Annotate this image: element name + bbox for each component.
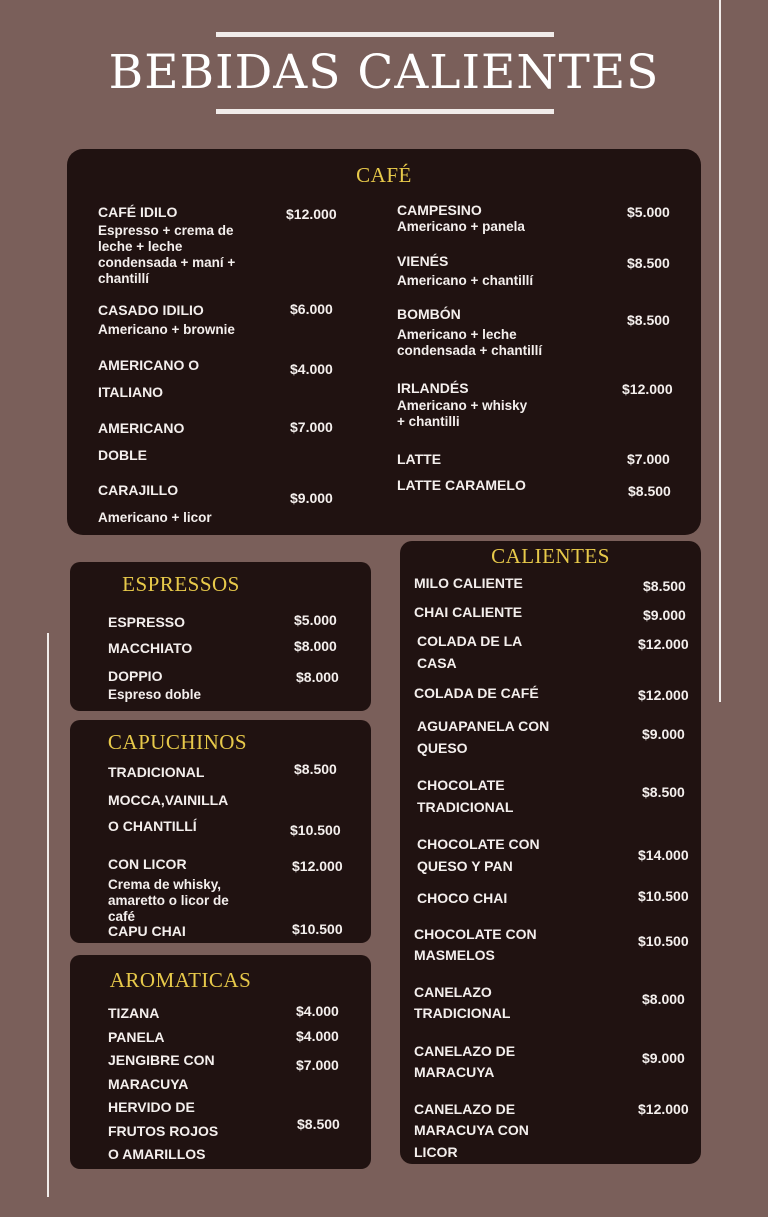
- menu-item-price: $8.500: [628, 483, 671, 499]
- menu-item-desc: chantillí: [98, 271, 150, 286]
- menu-item-name: JENGIBRE CON: [108, 1052, 215, 1068]
- menu-item-desc: Americano + chantillí: [397, 273, 534, 288]
- menu-item-name: DOPPIO: [108, 668, 163, 684]
- menu-item-price: $6.000: [290, 301, 333, 317]
- menu-item-price: $7.000: [296, 1057, 339, 1073]
- menu-item-desc: Espreso doble: [108, 687, 202, 702]
- menu-item-price: $8.000: [642, 991, 685, 1007]
- calientes-section-title: CALIENTES: [491, 544, 610, 568]
- menu-item-name: O CHANTILLÍ: [108, 818, 197, 834]
- menu-item-name: CAMPESINO: [397, 202, 482, 218]
- menu-item-price: $12.000: [638, 1101, 689, 1117]
- menu-item-desc: amaretto o licor de: [108, 893, 229, 908]
- menu-item-price: $9.000: [642, 726, 685, 742]
- menu-item-price: $4.000: [290, 361, 333, 377]
- menu-item-name: MARACUYA CON: [414, 1122, 529, 1138]
- menu-item-name: CHOCOLATE: [417, 777, 505, 793]
- menu-item-price: $8.000: [296, 669, 339, 685]
- menu-item-price: $10.500: [292, 921, 343, 937]
- menu-item-name: COLADA DE LA: [417, 633, 523, 649]
- menu-item-name: TRADICIONAL: [417, 799, 514, 815]
- menu-item-name: CAPU CHAI: [108, 923, 186, 939]
- menu-item-name: MILO CALIENTE: [414, 575, 523, 591]
- menu-item-name: O AMARILLOS: [108, 1146, 206, 1162]
- menu-item-name: LATTE: [397, 451, 442, 467]
- menu-item-name: TIZANA: [108, 1005, 160, 1021]
- menu-item-price: $8.500: [642, 784, 685, 800]
- menu-item-name: COLADA DE CAFÉ: [414, 685, 539, 701]
- cafe-panel: [67, 149, 701, 535]
- menu-item-price: $8.500: [627, 255, 670, 271]
- menu-item-name: ESPRESSO: [108, 614, 186, 630]
- left-border-line: [47, 633, 49, 1197]
- menu-item-price: $12.000: [638, 636, 689, 652]
- menu-item-price: $4.000: [296, 1028, 339, 1044]
- menu-item-name: FRUTOS ROJOS: [108, 1123, 219, 1139]
- menu-item-price: $8.500: [643, 578, 686, 594]
- menu-item-price: $9.000: [643, 607, 686, 623]
- menu-item-name: CARAJILLO: [98, 482, 179, 498]
- menu-item-price: $12.000: [292, 858, 343, 874]
- menu-item-name: MOCCA,VAINILLA: [108, 792, 229, 808]
- menu-item-name: CASA: [417, 655, 457, 671]
- menu-item-name: TRADICIONAL: [108, 764, 205, 780]
- menu-item-price: $8.500: [297, 1116, 340, 1132]
- menu-item-name: CHAI CALIENTE: [414, 604, 523, 620]
- menu-item-name: CANELAZO DE: [414, 1101, 516, 1117]
- menu-item-price: $7.000: [290, 419, 333, 435]
- menu-item-price: $9.000: [642, 1050, 685, 1066]
- calientes-panel: [400, 541, 701, 1164]
- menu-item-name: AMERICANO O: [98, 357, 200, 373]
- menu-item-desc: Americano + brownie: [98, 322, 235, 337]
- cafe-section-title: CAFÉ: [356, 163, 412, 187]
- menu-item-name: HERVIDO DE: [108, 1099, 195, 1115]
- menu-item-name: MARACUYA: [108, 1076, 189, 1092]
- menu-item-desc: Americano + panela: [397, 219, 525, 234]
- menu-item-price: $8.500: [627, 312, 670, 328]
- menu-item-name: LICOR: [414, 1144, 458, 1160]
- menu-item-price: $14.000: [638, 847, 689, 863]
- menu-item-name: CANELAZO DE: [414, 1043, 516, 1059]
- aromaticas-section-title: AROMATICAS: [109, 968, 252, 992]
- menu-item-name: QUESO Y PAN: [417, 858, 513, 874]
- menu-item-price: $9.000: [290, 490, 333, 506]
- menu-item-desc: + chantilli: [397, 414, 460, 429]
- menu-item-name: CANELAZO: [414, 984, 492, 1000]
- menu-item-price: $8.000: [294, 638, 337, 654]
- capuchinos-section-title: CAPUCHINOS: [107, 730, 248, 754]
- right-border-line: [719, 0, 721, 702]
- page-title: BEBIDAS CALIENTES: [108, 45, 660, 100]
- menu-item-name: CHOCO CHAI: [417, 890, 508, 906]
- menu-item-desc: leche + leche: [98, 239, 183, 254]
- menu-item-desc: condensada + maní +: [98, 255, 236, 270]
- menu-item-desc: Crema de whisky,: [108, 877, 222, 892]
- menu-item-name: BOMBÓN: [397, 306, 461, 322]
- menu-item-desc: Americano + leche: [397, 327, 517, 342]
- menu-item-price: $12.000: [622, 381, 673, 397]
- menu-item-price: $4.000: [296, 1003, 339, 1019]
- menu-item-name: LATTE CARAMELO: [397, 477, 526, 493]
- menu-item-name: CHOCOLATE CON: [417, 836, 540, 852]
- menu-item-name: PANELA: [108, 1029, 165, 1045]
- menu-item-name: QUESO: [417, 740, 468, 756]
- menu-item-name: MASMELOS: [414, 947, 495, 963]
- menu-item-name: CAFÉ IDILO: [98, 204, 178, 220]
- title-rule-bottom: [216, 109, 554, 114]
- menu-item-name: AGUAPANELA CON: [417, 718, 550, 734]
- menu-item-desc: condensada + chantillí: [397, 343, 543, 358]
- menu-item-name: MACCHIATO: [108, 640, 193, 656]
- menu-item-name: VIENÉS: [397, 253, 449, 269]
- menu-item-name: AMERICANO: [98, 420, 185, 436]
- menu-item-name: DOBLE: [98, 447, 147, 463]
- menu-item-desc: Americano + licor: [98, 510, 212, 525]
- menu-item-price: $12.000: [638, 687, 689, 703]
- menu-item-price: $10.500: [290, 822, 341, 838]
- menu-item-name: IRLANDÉS: [397, 380, 469, 396]
- aromaticas-panel: [70, 955, 371, 1169]
- menu-item-name: MARACUYA: [414, 1064, 495, 1080]
- menu-item-desc: café: [108, 909, 136, 924]
- menu-item-name: CASADO IDILIO: [98, 302, 204, 318]
- menu-item-name: TRADICIONAL: [414, 1005, 511, 1021]
- menu-item-name: CON LICOR: [108, 856, 187, 872]
- espressos-panel: [70, 562, 371, 711]
- menu-item-price: $12.000: [286, 206, 337, 222]
- capuchinos-panel: [70, 720, 371, 943]
- espressos-section-title: ESPRESSOS: [122, 572, 240, 596]
- title-rule-top: [216, 32, 554, 37]
- menu-item-price: $5.000: [294, 612, 337, 628]
- menu-item-price: $10.500: [638, 888, 689, 904]
- menu-item-price: $10.500: [638, 933, 689, 949]
- menu-item-desc: Espresso + crema de: [98, 223, 234, 238]
- menu-item-price: $7.000: [627, 451, 670, 467]
- menu-item-price: $8.500: [294, 761, 337, 777]
- menu-item-price: $5.000: [627, 204, 670, 220]
- menu-item-desc: Americano + whisky: [397, 398, 528, 413]
- menu-item-name: CHOCOLATE CON: [414, 926, 537, 942]
- menu-item-name: ITALIANO: [98, 384, 164, 400]
